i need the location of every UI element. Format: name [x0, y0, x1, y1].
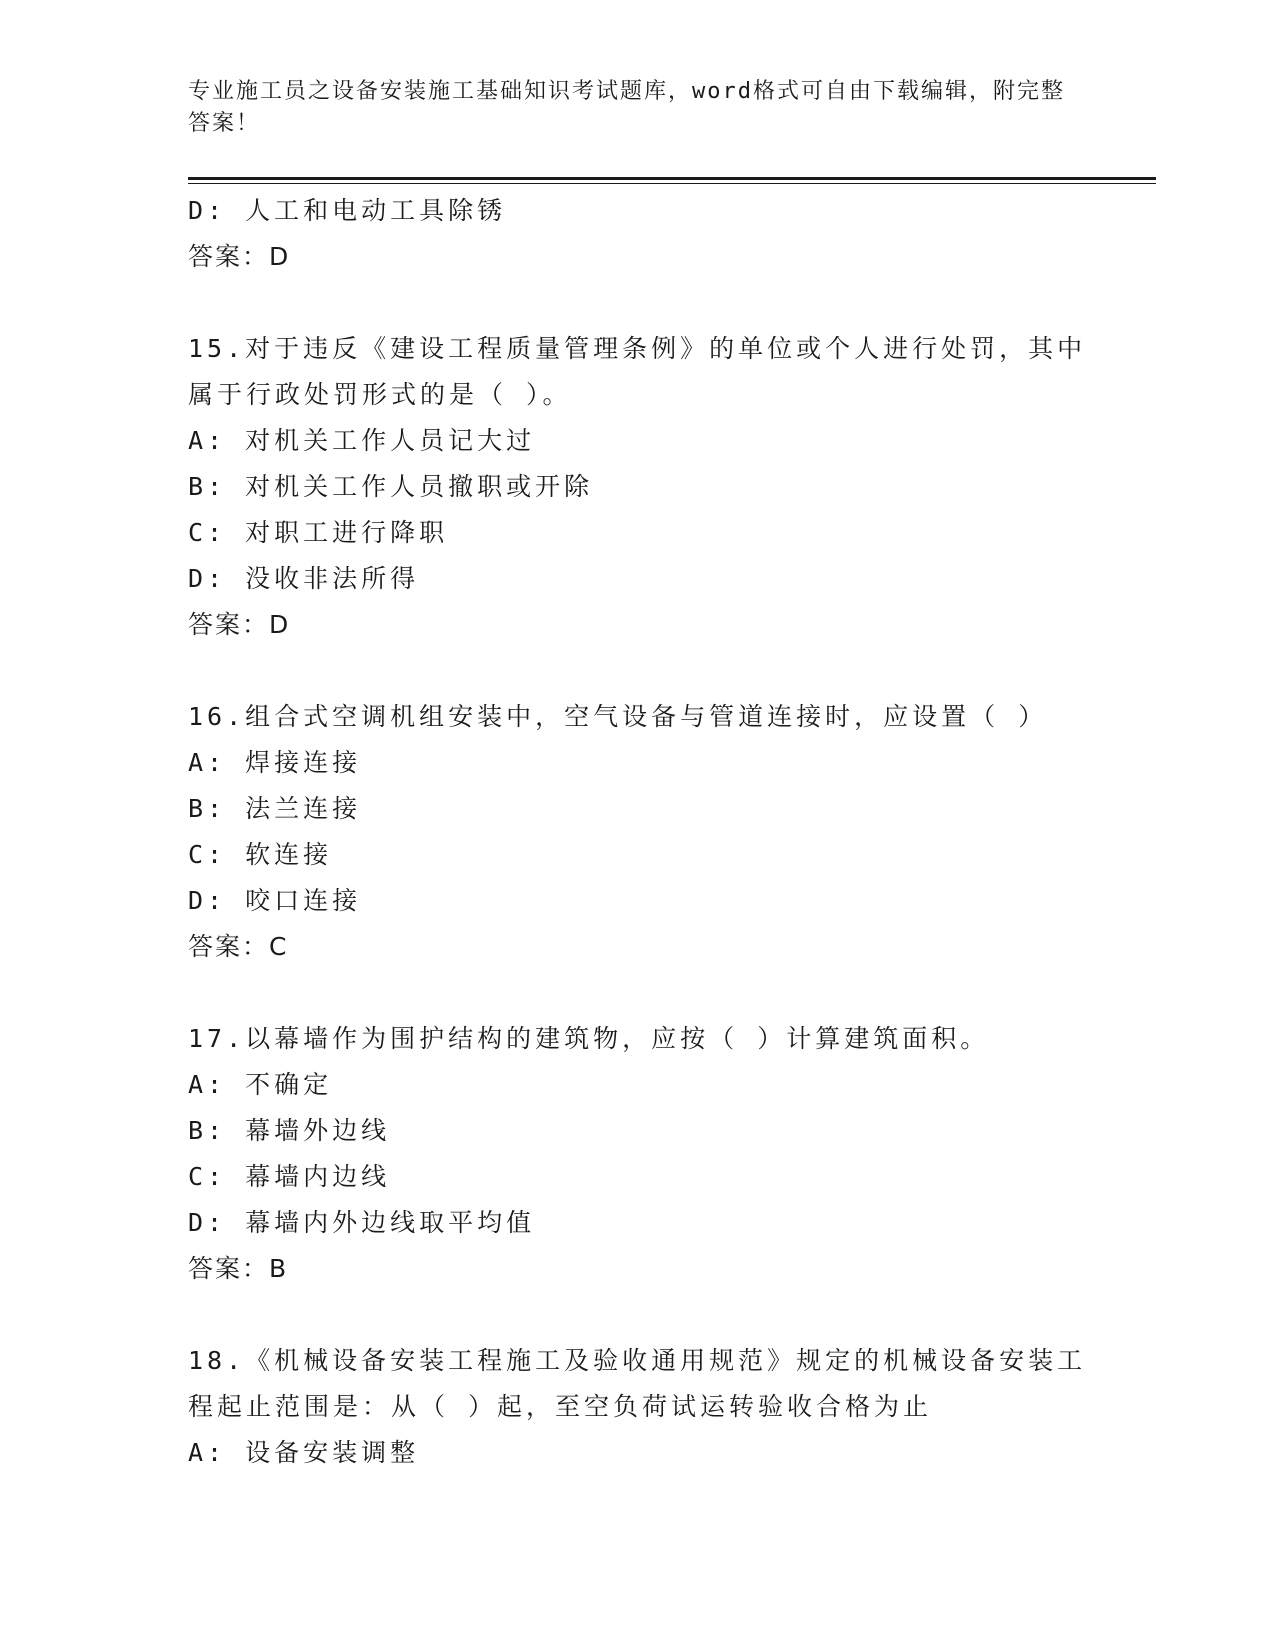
- prev-answer: 答案：D: [188, 242, 291, 271]
- answer: 答案：D: [188, 610, 291, 639]
- option-d: D: 咬口连接: [188, 886, 362, 915]
- question-17: [188, 1016, 1088, 1292]
- option-c: C: 对职工进行降职: [188, 518, 449, 547]
- spacer: [188, 648, 1088, 694]
- spacer: [188, 1292, 1088, 1338]
- option-a: A: 焊接连接: [188, 748, 362, 777]
- document-header: 专业施工员之设备安装施工基础知识考试题库，word格式可自由下载编辑，附完整答案！: [188, 79, 1065, 136]
- option-c: C: 幕墙内边线: [188, 1162, 391, 1191]
- question-15: [188, 326, 1088, 648]
- spacer: [188, 970, 1088, 1016]
- prev-option-d: D: 人工和电动工具除锈: [188, 196, 507, 225]
- option-b: B: 对机关工作人员撤职或开除: [188, 472, 594, 501]
- answer: 答案：B: [188, 1254, 289, 1283]
- option-c: C: 软连接: [188, 840, 333, 869]
- option-b: B: 幕墙外边线: [188, 1116, 391, 1145]
- question-18: [188, 1338, 1088, 1476]
- question-stem: 15.对于违反《建设工程质量管理条例》的单位或个人进行处罚，其中属于行政处罚形式的是（ ）。: [188, 334, 1087, 409]
- option-a: A: 不确定: [188, 1070, 333, 1099]
- document-body: [188, 188, 1088, 1476]
- option-a: A: 设备安装调整: [188, 1438, 420, 1467]
- question-stem: 18.《机械设备安装工程施工及验收通用规范》规定的机械设备安装工程起止范围是：从（ ）起，至空负荷试运转验收合格为止: [188, 1346, 1087, 1421]
- answer: 答案：C: [188, 932, 289, 961]
- option-d: D: 幕墙内外边线取平均值: [188, 1208, 536, 1237]
- header-rule-thin: [188, 183, 1156, 184]
- option-a: A: 对机关工作人员记大过: [188, 426, 536, 455]
- option-d: D: 没收非法所得: [188, 564, 420, 593]
- header-rule-thick: [188, 177, 1156, 180]
- spacer: [188, 280, 1088, 326]
- question-stem: 16.组合式空调机组安装中，空气设备与管道连接时，应设置（ ）: [188, 702, 1048, 731]
- question-16: [188, 694, 1088, 970]
- option-b: B: 法兰连接: [188, 794, 362, 823]
- question-stem: 17.以幕墙作为围护结构的建筑物，应按（ ）计算建筑面积。: [188, 1024, 990, 1053]
